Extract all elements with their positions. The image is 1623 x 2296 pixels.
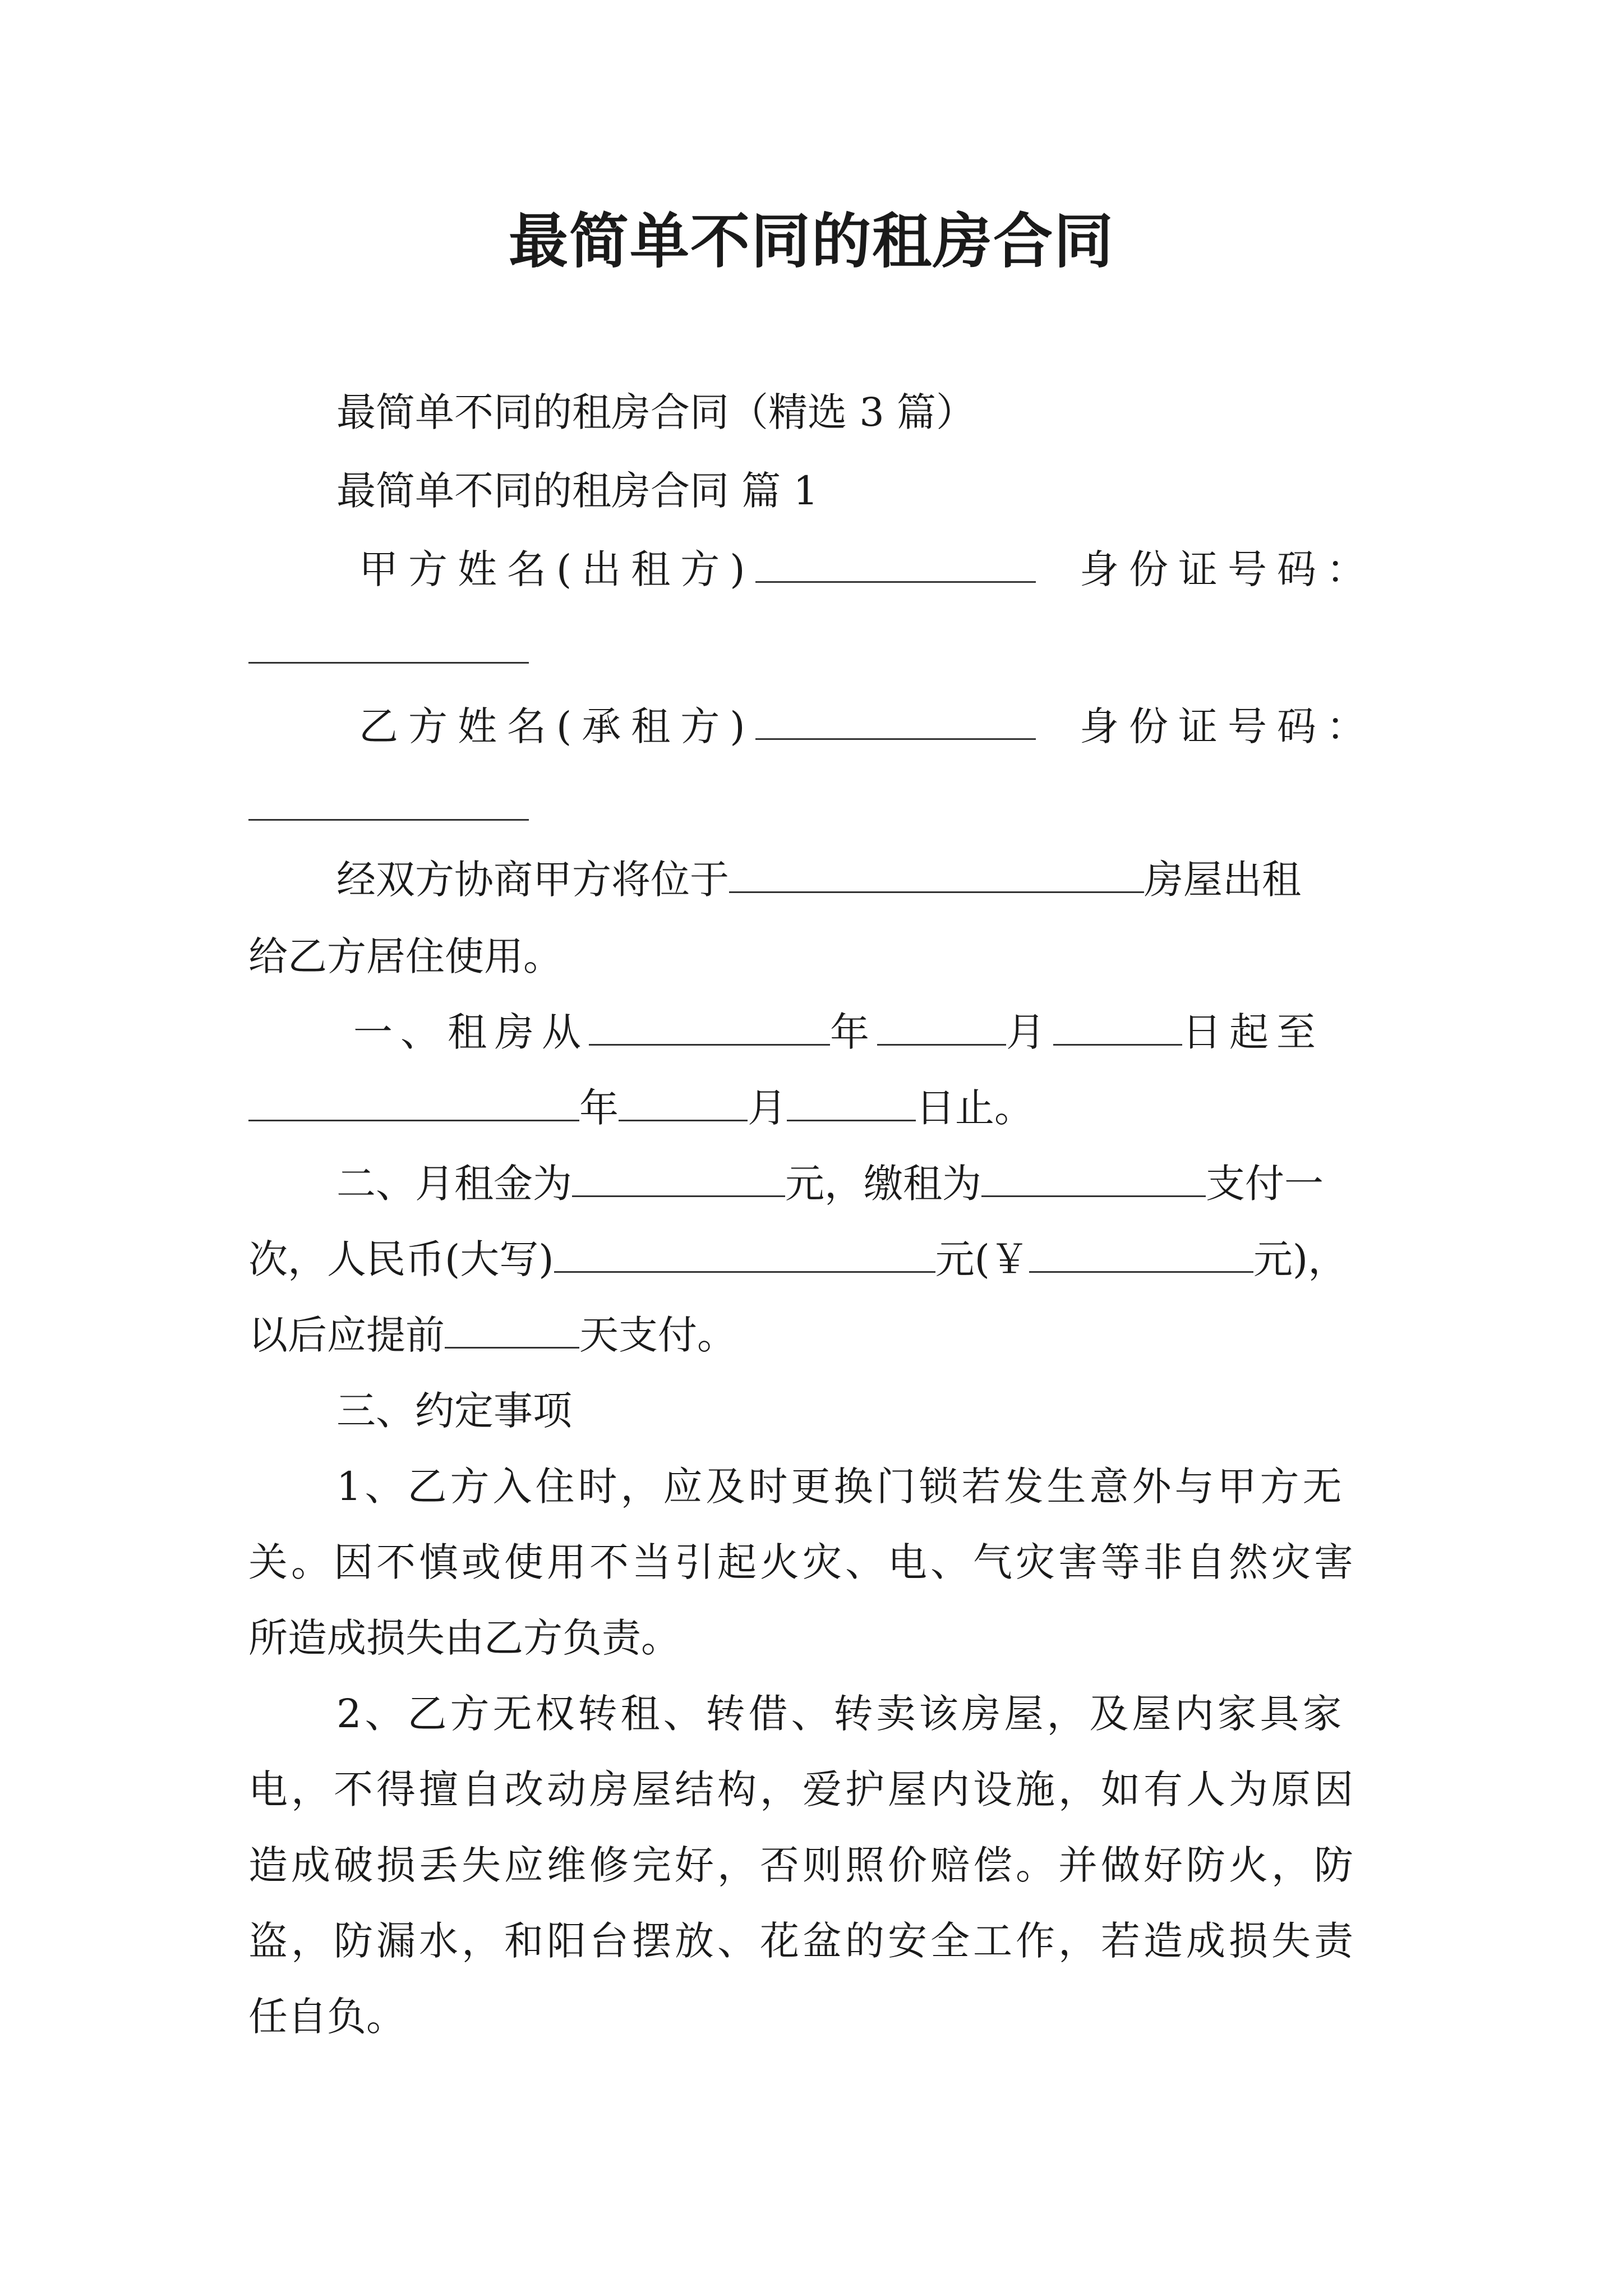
page-title: 最简单不同的租房合同 [509, 206, 1114, 276]
rent-text-1: 二、月租金为 [336, 1161, 572, 1207]
clause2-line-4: 盗，防漏水，和阳台摆放、花盆的安全工作，若造成损失责 [248, 1918, 1357, 1964]
rent-text-4: 次，人民币(大写) [248, 1236, 554, 1282]
address-blank[interactable] [729, 854, 1144, 893]
clause2-line-1: 2、乙方无权转租、转借、转卖该房屋，及屋内家具家 [336, 1691, 1345, 1737]
clause2-line-3: 造成破损丢失应维修完好，否则照价赔偿。并做好防火，防 [248, 1842, 1357, 1888]
term-month: 月 [1006, 1009, 1053, 1055]
amount-in-words-blank[interactable] [554, 1234, 935, 1273]
advance-days-blank[interactable] [445, 1310, 579, 1349]
party-a-id-label: 身份证号码： [1080, 546, 1376, 592]
rent-text-8: 天支付。 [579, 1312, 736, 1358]
clause1-line-3: 所造成损失由乙方负责。 [248, 1615, 680, 1661]
clause1-line-2: 关。因不慎或使用不当引起火灾、电、气灾害等非自然灾害 [248, 1539, 1357, 1585]
intro-line-1 [336, 852, 1301, 908]
party-b-row [359, 698, 1036, 754]
rent-text-7: 以后应提前 [248, 1312, 445, 1358]
monthly-rent-blank[interactable] [572, 1158, 785, 1197]
term-line-2 [248, 1080, 1034, 1136]
intro-text-1: 经双方协商甲方将位于 [336, 857, 729, 903]
term-month-2: 月 [748, 1085, 787, 1131]
term-year-2: 年 [579, 1085, 619, 1131]
end-month-blank[interactable] [619, 1083, 748, 1121]
clause2-line-5: 任自负。 [248, 1994, 405, 2040]
matters-heading: 三、约定事项 [336, 1388, 572, 1434]
rent-line-3 [248, 1307, 736, 1363]
clause1-line-1: 1、乙方入住时，应及时更换门锁若发生意外与甲方无 [336, 1464, 1345, 1510]
term-line-1 [353, 1004, 1324, 1060]
amount-in-figures-blank[interactable] [1029, 1234, 1253, 1273]
clause2-line-2: 电，不得擅自改动房屋结构，爱护屋内设施，如有人为原因 [248, 1766, 1357, 1812]
rent-text-2: 元，缴租为 [785, 1161, 981, 1207]
term-day-end: 日止。 [916, 1085, 1034, 1131]
subtitle: 最简单不同的租房合同（精选 3 篇） [336, 389, 976, 435]
term-year: 年 [830, 1009, 877, 1055]
intro-line-2: 给乙方居住使用。 [248, 933, 562, 979]
rent-text-6: 元)， [1253, 1236, 1348, 1282]
rent-line-2 [248, 1231, 1347, 1287]
start-month-blank[interactable] [877, 1007, 1006, 1046]
party-a-name-blank[interactable] [755, 544, 1036, 583]
party-a-row [359, 541, 1036, 597]
party-a-id-blank[interactable] [248, 662, 529, 664]
payment-period-blank[interactable] [981, 1158, 1206, 1197]
end-year-blank[interactable] [248, 1083, 579, 1121]
rent-text-3: 支付一 [1206, 1161, 1324, 1207]
party-b-id-label: 身份证号码： [1080, 703, 1376, 749]
rent-line-1 [336, 1156, 1324, 1212]
term-day-start: 日起至 [1182, 1009, 1324, 1055]
intro-text-2: 房屋出租 [1144, 857, 1301, 903]
party-b-id-blank[interactable] [248, 819, 529, 821]
rent-text-5: 元(￥ [935, 1236, 1029, 1282]
section-title: 最简单不同的租房合同 篇 1 [336, 468, 819, 514]
term-text: 一、租房从 [353, 1009, 589, 1055]
party-b-label: 乙方姓名(承租方) [359, 703, 755, 749]
start-year-blank[interactable] [589, 1007, 830, 1046]
start-day-blank[interactable] [1053, 1007, 1182, 1046]
party-b-name-blank[interactable] [755, 701, 1036, 740]
party-a-label: 甲方姓名(出租方) [359, 546, 755, 592]
end-day-blank[interactable] [787, 1083, 916, 1121]
